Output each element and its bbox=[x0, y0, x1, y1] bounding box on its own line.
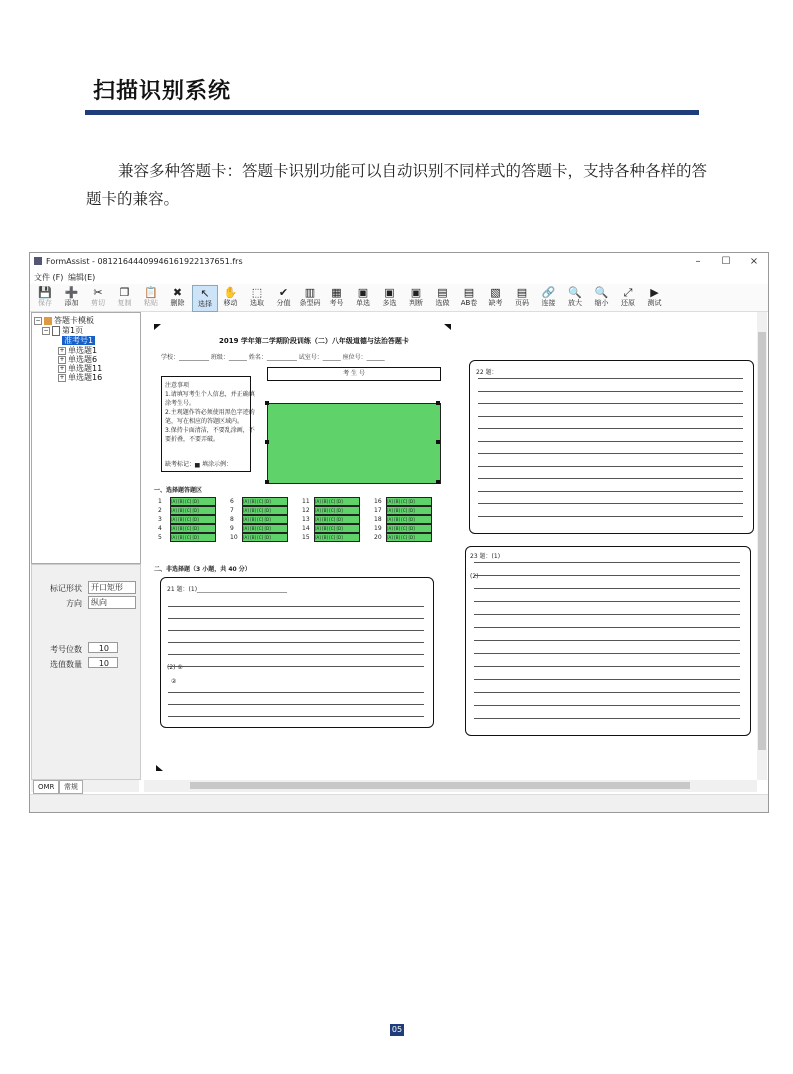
toolbar-icon: ▤ bbox=[516, 286, 528, 299]
toolbar-button-3[interactable] bbox=[113, 285, 137, 310]
vscroll-thumb[interactable] bbox=[758, 332, 766, 750]
titlebar bbox=[30, 253, 768, 271]
question-number: 10 bbox=[230, 534, 238, 541]
toolbar-label: 删除 bbox=[170, 299, 185, 307]
toolbar-label: 保存 bbox=[38, 299, 52, 307]
choice-bubbles[interactable]: [A] [B] [C] [D] bbox=[170, 506, 216, 515]
notice-line: 笔，写在相应的答题区域内。 bbox=[165, 418, 244, 425]
notice-box bbox=[161, 376, 255, 472]
page-number: 05 bbox=[391, 1025, 403, 1034]
menubar bbox=[30, 271, 768, 283]
toolbar-button-4[interactable] bbox=[139, 285, 163, 310]
answer-line bbox=[168, 692, 424, 693]
toolbar-icon: ▣ bbox=[410, 286, 422, 299]
corner-mark bbox=[444, 324, 451, 330]
resize-handle[interactable] bbox=[436, 401, 440, 405]
toolbar-button-18[interactable] bbox=[510, 285, 534, 310]
answer-line bbox=[168, 630, 424, 631]
toolbar-icon: ▦ bbox=[331, 286, 342, 299]
properties-panel bbox=[31, 564, 141, 780]
question-number: 13 bbox=[302, 516, 310, 523]
toolbar-icon: ✂ bbox=[93, 286, 103, 299]
menu-edit[interactable]: 编辑(E) bbox=[68, 273, 96, 282]
toolbar-button-15[interactable] bbox=[431, 285, 455, 310]
tree-item-1[interactable]: + 单选题1 bbox=[59, 346, 98, 355]
toolbar-label: 缩小 bbox=[594, 299, 609, 307]
toolbar-button-11[interactable] bbox=[325, 285, 349, 310]
choice-bubbles[interactable]: [A] [B] [C] [D] bbox=[314, 497, 360, 506]
toolbar-label: 剪切 bbox=[91, 299, 105, 307]
answer-line bbox=[474, 640, 740, 641]
maximize-button[interactable]: ☐ bbox=[721, 256, 731, 267]
answer-line bbox=[474, 653, 740, 654]
q23-label: 23 题：(1) bbox=[470, 553, 501, 560]
toolbar-button-1[interactable] bbox=[60, 285, 84, 310]
toolbar-icon: ▧ bbox=[490, 286, 501, 299]
toolbar-icon: ✔ bbox=[278, 286, 289, 299]
toolbar-button-7[interactable] bbox=[219, 285, 243, 310]
vertical-scrollbar[interactable] bbox=[757, 312, 767, 780]
options-stepper[interactable]: 10 bbox=[88, 657, 118, 668]
q23-part2: (2) bbox=[470, 573, 479, 580]
resize-handle[interactable] bbox=[265, 401, 269, 405]
q21-part3: ② bbox=[171, 678, 177, 685]
toolbar-label: 选择 bbox=[198, 300, 212, 308]
question-number: 19 bbox=[374, 525, 382, 532]
choice-bubbles[interactable]: [A] [B] [C] [D] bbox=[386, 524, 432, 533]
app-screenshot bbox=[29, 252, 769, 813]
answer-line bbox=[474, 692, 740, 693]
toolbar-label: 移动 bbox=[223, 299, 238, 307]
answer-line bbox=[168, 606, 424, 607]
tab-general[interactable]: 常规 bbox=[59, 780, 83, 794]
question-number: 14 bbox=[302, 525, 310, 532]
answer-line bbox=[474, 666, 740, 667]
question-number: 5 bbox=[158, 534, 162, 541]
tree-item-label: 单选题11 bbox=[68, 364, 103, 373]
choice-bubbles[interactable]: [A] [B] [C] [D] bbox=[314, 515, 360, 524]
question-number: 18 bbox=[374, 516, 382, 523]
q22-box bbox=[469, 360, 754, 534]
intro-paragraph: 兼容多种答题卡：答题卡识别功能可以自动识别不同样式的答题卡，支持各种各样的答题卡的兼容。 bbox=[86, 162, 708, 208]
toolbar-button-19[interactable] bbox=[537, 285, 561, 310]
toolbar-icon: 🔍 bbox=[594, 286, 609, 299]
answer-line bbox=[474, 614, 740, 615]
corner-mark bbox=[154, 324, 161, 330]
answer-line bbox=[478, 491, 743, 492]
sheet-canvas[interactable] bbox=[144, 312, 757, 780]
toolbar-icon: ⬚ bbox=[251, 286, 263, 299]
toolbar-button-2[interactable] bbox=[86, 285, 110, 310]
answer-line bbox=[168, 618, 424, 619]
toolbar-button-0[interactable] bbox=[33, 285, 57, 310]
heading-rule bbox=[85, 110, 699, 115]
toolbar-button-17[interactable] bbox=[484, 285, 508, 310]
toolbar-label: AB卷 bbox=[460, 299, 478, 307]
toolbar-label: 添加 bbox=[64, 299, 79, 307]
toolbar-label: 复制 bbox=[117, 299, 132, 307]
notice-line: 3.保持卡面清洁，不要乱涂画，不 bbox=[165, 427, 255, 434]
answer-line bbox=[474, 601, 740, 602]
question-number: 1 bbox=[158, 498, 162, 505]
answer-line bbox=[478, 478, 743, 479]
toolbar-icon: ➕ bbox=[64, 286, 79, 299]
question-number: 16 bbox=[374, 498, 382, 505]
toolbar-icon: ⤢ bbox=[623, 286, 633, 299]
notice-title: 注意事项 bbox=[165, 382, 190, 389]
candidate-bubbles[interactable] bbox=[267, 403, 441, 484]
toolbar-label: 单选 bbox=[356, 299, 370, 307]
toolbar-label: 连接 bbox=[541, 299, 556, 307]
answer-line bbox=[478, 416, 743, 417]
horizontal-scrollbar[interactable] bbox=[144, 780, 757, 792]
choice-bubbles[interactable]: [A] [B] [C] [D] bbox=[242, 533, 288, 542]
answer-line bbox=[478, 441, 743, 442]
toolbar-button-5[interactable] bbox=[166, 285, 190, 310]
sheet-fields: 学校：__________ 班级：______ 姓名：__________ 试室号：______ 座位号：______ bbox=[161, 354, 385, 361]
toolbar-icon: ▤ bbox=[463, 286, 475, 299]
answer-line bbox=[478, 378, 743, 379]
toolbar-icon: ❐ bbox=[119, 286, 130, 299]
absent-label: 缺考标记：▅ bbox=[165, 461, 200, 468]
answer-line bbox=[168, 704, 424, 705]
direction-label: 方向 bbox=[66, 599, 82, 608]
answer-line bbox=[474, 627, 740, 628]
toolbar-button-6[interactable] bbox=[192, 285, 218, 312]
question-number: 7 bbox=[230, 507, 234, 514]
answer-line bbox=[168, 642, 424, 643]
tree-page[interactable]: − 第1页 bbox=[43, 326, 84, 335]
notice-line: 1.请填写考生个人信息，并正确填 bbox=[165, 391, 255, 398]
toolbar-icon: 🔍 bbox=[568, 286, 582, 299]
answer-line bbox=[474, 718, 740, 719]
answer-line bbox=[478, 453, 743, 454]
choice-bubbles[interactable]: [A] [B] [C] [D] bbox=[314, 524, 360, 533]
tree-item-4[interactable]: + 单选题16 bbox=[59, 373, 103, 382]
toolbar-icon: ▥ bbox=[304, 286, 316, 299]
question-number: 11 bbox=[302, 498, 310, 505]
choice-bubbles[interactable]: [A] [B] [C] [D] bbox=[170, 497, 216, 506]
tree-root[interactable]: − 答题卡模板 bbox=[35, 316, 94, 325]
choice-bubbles[interactable]: [A] [B] [C] [D] bbox=[314, 533, 360, 542]
question-number: 6 bbox=[230, 498, 234, 505]
answer-line bbox=[478, 503, 743, 504]
choice-bubbles[interactable]: [A] [B] [C] [D] bbox=[386, 497, 432, 506]
notice-line: 涂考生号。 bbox=[165, 400, 196, 407]
tree-item-label: 准考号1 bbox=[64, 336, 94, 345]
choice-bubbles[interactable]: [A] [B] [C] [D] bbox=[170, 515, 216, 524]
options-label: 选值数量 bbox=[50, 660, 82, 669]
answer-line bbox=[478, 516, 743, 517]
tree-item-label: 单选题16 bbox=[68, 373, 103, 382]
answer-line bbox=[478, 403, 743, 404]
toolbar-button-23[interactable] bbox=[643, 285, 667, 310]
toolbar bbox=[30, 284, 768, 312]
q21-part2: (2) ① bbox=[167, 664, 183, 671]
notice-line: 要折叠，不要弄破。 bbox=[165, 436, 220, 443]
toolbar-label: 考号 bbox=[329, 299, 344, 307]
choice-bubbles[interactable]: [A] [B] [C] [D] bbox=[386, 515, 432, 524]
sheet-title: 2019 学年第二学期阶段训练（二）八年级道德与法治答题卡 bbox=[219, 337, 409, 345]
notice-line: 2.主观题作答必须使用黑色字迹的 bbox=[165, 409, 255, 416]
tab-omr[interactable]: OMR bbox=[33, 780, 59, 794]
q21-box bbox=[160, 577, 434, 728]
choice-bubbles[interactable]: [A] [B] [C] [D] bbox=[386, 533, 432, 542]
status-bar bbox=[30, 794, 768, 812]
window-title: FormAssist - 081216444099461619221376​51.frs bbox=[46, 257, 243, 266]
corner-mark bbox=[156, 765, 163, 771]
toolbar-label: 判断 bbox=[409, 299, 423, 307]
resize-handle[interactable] bbox=[265, 440, 269, 444]
choice-bubbles[interactable]: [A] [B] [C] [D] bbox=[314, 506, 360, 515]
question-number: 17 bbox=[374, 507, 382, 514]
toolbar-icon: ↖ bbox=[200, 287, 210, 300]
candidate-header bbox=[267, 367, 441, 381]
tree-item-label: 单选题1 bbox=[68, 346, 98, 355]
toolbar-icon: ▶ bbox=[650, 286, 659, 299]
shape-label: 标记形状 bbox=[50, 584, 82, 593]
template-tree[interactable] bbox=[31, 312, 141, 564]
toolbar-button-13[interactable] bbox=[378, 285, 402, 310]
toolbar-icon: ✋ bbox=[223, 286, 238, 299]
toolbar-label: 分值 bbox=[276, 299, 291, 307]
question-number: 9 bbox=[230, 525, 234, 532]
section-open: 二、非选择题（3 小题，共 40 分） bbox=[154, 566, 251, 573]
toolbar-icon: ▣ bbox=[357, 286, 369, 299]
toolbar-icon: ✖ bbox=[172, 286, 183, 299]
toolbar-label: 放大 bbox=[568, 299, 582, 307]
toolbar-label: 粘贴 bbox=[144, 299, 158, 307]
answer-line bbox=[474, 679, 740, 680]
question-number: 12 bbox=[302, 507, 310, 514]
toolbar-button-12[interactable] bbox=[351, 285, 375, 310]
choice-bubbles[interactable]: [A] [B] [C] [D] bbox=[242, 515, 288, 524]
choice-bubbles[interactable]: [A] [B] [C] [D] bbox=[170, 533, 216, 542]
page-heading: 扫描识别系统 bbox=[93, 79, 232, 104]
answer-line bbox=[478, 428, 743, 429]
tree-item-2[interactable]: + 单选题6 bbox=[59, 355, 98, 364]
hscroll-thumb[interactable] bbox=[190, 782, 690, 789]
tree-item-label: 单选题6 bbox=[68, 355, 98, 364]
folder-icon bbox=[44, 317, 52, 325]
answer-line bbox=[168, 654, 424, 655]
candidate-label: 考 生 号 bbox=[343, 370, 365, 377]
menu-file[interactable]: 文件 (F) bbox=[34, 273, 64, 282]
toolbar-label: 多选 bbox=[382, 299, 397, 307]
toolbar-icon: 🔗 bbox=[541, 286, 556, 299]
toolbar-label: 选取 bbox=[250, 299, 264, 307]
answer-line bbox=[474, 705, 740, 706]
toolbar-icon: 💾 bbox=[38, 286, 52, 299]
question-number: 2 bbox=[158, 507, 162, 514]
toolbar-button-14[interactable] bbox=[404, 285, 428, 310]
panel-tabs bbox=[31, 780, 139, 792]
close-button[interactable]: × bbox=[749, 256, 759, 267]
toolbar-icon: 📋 bbox=[144, 286, 158, 299]
fill-example: 填涂示例： bbox=[202, 461, 233, 468]
toolbar-button-21[interactable] bbox=[590, 285, 614, 310]
q21-label: 21 题：(1)______________________________ bbox=[167, 586, 288, 593]
toolbar-button-9[interactable] bbox=[272, 285, 296, 310]
toolbar-button-20[interactable] bbox=[563, 285, 587, 310]
answer-line bbox=[474, 575, 740, 576]
choice-bubbles[interactable]: [A] [B] [C] [D] bbox=[386, 506, 432, 515]
resize-handle[interactable] bbox=[265, 480, 269, 484]
answer-line bbox=[168, 666, 424, 667]
toolbar-label: 页码 bbox=[515, 299, 529, 307]
question-number: 3 bbox=[158, 516, 162, 523]
resize-handle[interactable] bbox=[436, 480, 440, 484]
answer-line bbox=[478, 466, 743, 467]
toolbar-label: 条型码 bbox=[299, 299, 321, 307]
tree-item-3[interactable]: + 单选题11 bbox=[59, 364, 103, 373]
toolbar-button-16[interactable] bbox=[457, 285, 481, 310]
toolbar-icon: ▣ bbox=[384, 286, 395, 299]
tree-root-label: 答题卡模板 bbox=[54, 316, 94, 325]
direction-field[interactable]: 纵向 bbox=[88, 596, 136, 609]
question-number: 20 bbox=[374, 534, 382, 541]
answer-line bbox=[478, 391, 743, 392]
choice-bubbles[interactable]: [A] [B] [C] [D] bbox=[242, 497, 288, 506]
q22-label: 22 题： bbox=[476, 369, 498, 376]
app-icon bbox=[34, 257, 42, 265]
toolbar-button-22[interactable] bbox=[616, 285, 640, 310]
answer-line bbox=[474, 588, 740, 589]
choice-bubbles[interactable]: [A] [B] [C] [D] bbox=[242, 506, 288, 515]
question-number: 4 bbox=[158, 525, 162, 532]
choice-bubbles[interactable]: [A] [B] [C] [D] bbox=[242, 524, 288, 533]
answer-line bbox=[168, 716, 424, 717]
toolbar-label: 选做 bbox=[435, 299, 450, 307]
digits-stepper[interactable]: 10 bbox=[88, 642, 118, 653]
choice-bubbles[interactable]: [A] [B] [C] [D] bbox=[170, 524, 216, 533]
toolbar-button-10[interactable] bbox=[298, 285, 322, 310]
tree-page-label: 第1页 bbox=[62, 326, 84, 335]
toolbar-label: 缺考 bbox=[488, 299, 503, 307]
question-number: 8 bbox=[230, 516, 234, 523]
toolbar-label: 测试 bbox=[647, 299, 662, 307]
shape-field[interactable]: 开口矩形 bbox=[88, 581, 136, 594]
digits-label: 考号位数 bbox=[50, 645, 82, 654]
section-choice: 一、选择题答题区 bbox=[154, 487, 203, 494]
page-icon bbox=[52, 326, 60, 336]
question-number: 15 bbox=[302, 534, 310, 541]
answer-line bbox=[474, 562, 740, 563]
toolbar-icon: ▤ bbox=[437, 286, 448, 299]
toolbar-button-8[interactable] bbox=[245, 285, 269, 310]
toolbar-label: 还原 bbox=[621, 299, 635, 307]
minimize-button[interactable]: – bbox=[695, 256, 701, 267]
resize-handle[interactable] bbox=[436, 440, 440, 444]
